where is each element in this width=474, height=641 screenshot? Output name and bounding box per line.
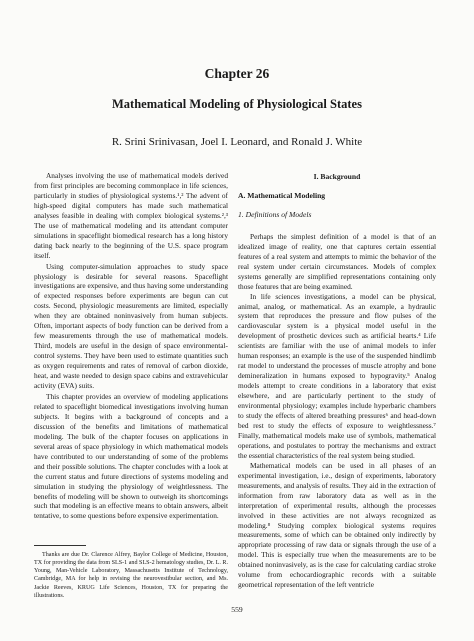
section-heading: I. Background [313,172,361,181]
left-column [34,171,228,521]
subsubsection-heading: 1. Definitions of Models [238,209,312,219]
chapter-title: Mathematical Modeling of Physiological States [112,97,362,111]
right-column [238,171,436,590]
chapter-label: Chapter 26 [204,66,270,81]
right-paragraph-1: Perhaps the simplest definition of a model is that of an idealized image of reality, one that captures certain essential features of a real system and attempts to mimic the behavior of the real system under certain circumstances. Models of complex systems generally are simplified representations containing only those features that are being examined. [238,231,436,291]
right-paragraph-2: In life sciences investigations, a model can be physical, animal, analog, or mathematical. As an example, a hydraulic system that reproduces the pressure and flow pulses of the cardiovascular system is a physical model useful in the development of prosthetic devices such as artificial hearts.⁴ Life scientists are familiar with the use of animal models to infer human responses; an example is the use of the suspended hindlimb rat model to understand the processes of muscle atrophy and bone demineralization in humans exposed to hypogravity.⁵ Analog models attempt to create conditions in a laboratory that exist elsewhere, and are particularly pertinent to the study of environmental physiology; examples include hyperbaric chambers to study the effects of altered breathing pressures⁶ and head-down bed rest to study the effects of exposure to weightlessness.⁷ Finally, mathematical models make use of symbols, mathematical operations, and postulates to portray the mechanisms and extract the essential characteristics of the real system being studied. [238,291,436,460]
footnote-rule [34,545,86,546]
left-paragraph-1: Analyses involving the use of mathematical models derived from first principles are becoming commonplace in life sciences, particularly in studies of physiological systems.¹,² The advent of high-speed digital computers has made such mathematical analyses feasible in dealing with complex biological systems.²,³ The use of mathematical modeling and its attendant computer simulations in spaceflight biomedical research has a long history dating back nearly to the beginning of the U.S. space program itself. [34,171,228,260]
authors: R. Srini Srinivasan, Joel I. Leonard, and Ronald J. White [111,136,363,148]
footnote-text: Thanks are due Dr. Clarence Alfrey, Baylor College of Medicine, Houston, TX for providing the data from SLS-1 and SLS-2 hematology studies, Dr. L. R. Young, Man-Vehicle Laboratory, Massachusetts Institute of Technology, Cambridge, MA for help in revising the neurovestibular section, and Ms. Jackie Reeves, KRUG Life Sciences, Houston, TX for preparing the illustrations. [34,552,228,599]
right-paragraph-3: Mathematical models can be used in all phases of an experimental investigation, i.e., design of experiments, laboratory measurements, and analysis of results. They aid in the extraction of information from raw laboratory data as well as in the interpretation of experimental results, although the processes involved in these activities are not always recognized as modeling.⁸ Studying complex biological systems requires measurements, some of which can be obtained only indirectly by appropriate processing of raw data or signals through the use of a model. This is especially true when the measurements are to be obtained noninvasively, as is the case for calculating cardiac stroke volume from echocardiographic records with a suitable geometrical representation of the left ventricle [238,460,436,590]
left-paragraph-3: This chapter provides an overview of modeling applications related to spaceflight biomedical investigations involving human subjects. It begins with a background of concepts and a discussion of the benefits and limitations of mathematical modeling. The bulk of the chapter focuses on applications in several areas of space physiology in which mathematical models have contributed to our understanding of some of the problems and their possible solutions. The chapter concludes with a look at the current status and future directions of systems modeling and simulation in studying the physiology of weightlessness. The benefits of modeling will be shown to outweigh its shortcomings such that modeling is an effective means to obtain answers, albeit tentative, to some questions before expensive experimentation. [34,391,228,521]
footnote [34,551,228,600]
left-paragraph-2: Using computer-simulation approaches to study space physiology is desirable for several reasons. Spaceflight investigations are expensive, and thus having some understanding of expected responses before experiments are begun can cut costs. Second, physiologic measurements are limited, especially when they are obtained noninvasively from human subjects. Often, important aspects of body function can be derived from a few measurements through the use of mathematical models. Third, models are useful in the design of space environmental-control systems. They have been used to estimate quantities such as oxygen requirements and rates of removal of carbon dioxide, heat, and waste needed to design space cabins and extravehicular activity (EVA) suits. [34,261,228,391]
page-number: 559 [231,605,243,614]
subsection-heading: A. Mathematical Modeling [238,190,326,200]
